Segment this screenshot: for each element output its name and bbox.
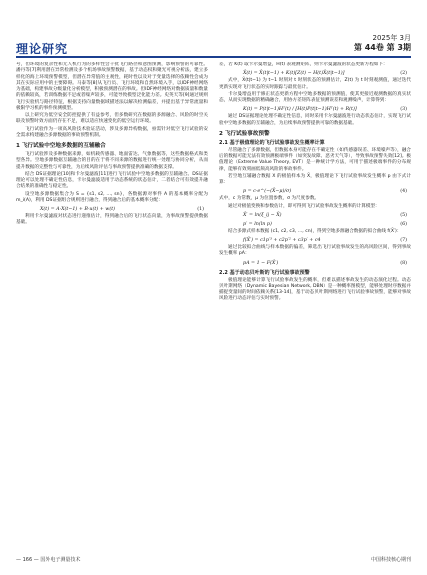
paragraph: 结合 DS证据理论[10]和卡尔曼滤波[11]进行飞行试验中空地多数据的互辅融合。DS证据理论可以处理不确定性信息，卡尔曼滤波适用于动态系统的状态估计，二者结合可有效提升融合结果的准确性与稳定性。 [16,171,208,190]
paragraph: 差，若 K(t) 取卡尔曼增益，H(t) 表观测矩阵，则卡尔曼滤波的状态更新方程如下： [219,62,388,67]
paragraph: 利用卡尔曼滤波对状态进行递推估计，得到融合后的飞行状态向量，为事故预警提供数据基础。 [16,214,208,226]
journal-tag: 中国科技核心期刊 [370,557,411,563]
issue-number: 第 44卷 第 3期 [353,43,411,52]
paragraph: 尽管融合了多源数据，但数据本身可能存在不确定性（如传感器误差、环境噪声等），融合后的数据可能无法有效预测极端事件（如突发故障、恶劣天气等），导致事故预警失效[12]。极值理论（Extreme Value Theory, EVT）是一种统计学方法，可用于描述极端事件的分布规律，能够有效刻画低频高风险的事故事件。 [219,147,411,172]
paragraph: 飞行试验作为一项高风险技术验证活动，涉及多源异构数据，亟需针对低空飞行试验的安全需求构建融合多源数据的事故预警机制。 [16,126,208,138]
section-heading: 1 飞行试验中空地多数据的互辅融合 [16,143,106,149]
equation-number: (6) [400,221,407,227]
issue-date: 2025年 3月 [372,34,411,42]
paragraph: 通过对极值变换和参数估计，即可得到飞行试验事故发生概率的计算模型： [228,203,380,209]
left-column [16,62,208,550]
equation-number: (3) [400,107,407,113]
equation-number: (5) [400,212,407,218]
equation [219,259,411,268]
paragraph: 式中，c 为常数，μ 为位置参数，σ 为尺度参数。 [219,196,320,202]
equation-number: (2) [400,71,407,77]
paragraph: 以上研究为低空安全防控提供了有益参考，但多数研究在数据的多源融合、风险的时空关联及预警时效方面仍存在不足，难以适应快速变化的低空运行环境。 [16,113,208,125]
subsection-heading: 2.2 基于动态贝叶斯的飞行试验事故预警 [219,269,310,276]
paragraph: 极值理论能够计算飞行试验事故发生的概率，但难以描述事故发生的动态演化过程。动态贝叶斯网络（Dynamic Bayesian Network, DBN）是一种概率图模型，能够处理时序数据并捕捉变量间的时间依赖关系[13-14]，基于动态贝叶斯网络进行飞行试验事故预警，能够对事故风险进行动态评估与实时预警。 [219,277,411,302]
paragraph: 通过比较拟合曲线与样本数据的偏差，筛选出飞行试验事故发生的高风险区间，得到事故发生概率 pA： [219,245,411,257]
equation [219,236,411,245]
equation-number: (1) [197,207,204,212]
equation-number: (4) [400,189,407,195]
equation-body: X̂(t) = X̂(t|t−1) + K(t)[Z(t) − H(t)X̂(t|t−1)] [243,71,345,77]
equation-body: p = c·e^(−(X̃−μ)/σ) [243,189,292,195]
equation [219,211,411,220]
header-divider [16,56,411,58]
page-number-journal [16,556,80,563]
equation [219,220,411,229]
equation [16,205,208,214]
journal-section-title: 理论研究 [16,42,69,56]
equation-body: p′ = ln(ln p) [243,221,272,227]
paragraph: 式中，X̂(t|t−1) 为 t−1 时刻对 t 时刻状态的预测估计，Z(t) 为 t 时刻观测值，通过迭代更新实现对飞行状态的实时跟踪与最优估计。 [219,78,411,90]
equation-number: (8) [400,260,407,266]
paragraph: 设空地多源数据集合为 S = {s1, s2, …, sn}，各数据源对事件 A 的基本概率分配为 m_i(A)，利用 DS证据组合规则进行融合，得到融合后的基本概率分配： [16,191,208,203]
paragraph: 通过 DS证据理论处理不确定性信息，同时采用卡尔曼滤波进行动态状态估计，实现飞行试验中空地多数据的互辅融合，为后续事故预警提供可靠的数据基础。 [219,114,411,126]
page-number: — 166 — [16,557,39,563]
journal-name: 国外电子测量技术 [40,557,81,563]
paragraph: 号，但环境的复杂性和无人机行为的多样性会干扰飞行路径和意图预测，影响预警的可靠性。潘丹等[7]利用潜在异常检测及多个机场事故预警数据，基于动态权和聚光可视分析法，建立多样化的海上环境预警模型，但潜在异常值的主观性，耗时性以及对于变量选择的依赖性会成为其在实际应用中的主要障碍。马泰等[8]从飞行员、飞行环境和自然环境入手，以IDF神经网络为基础，构建事故分级量化分析模型，积极预测潜在的事故。但IDF神经网络对数据质量和数量的依赖较高，若训练数据不足或者噪声较多，可能导致模型泛化能力差。史英天等[9]通过规则飞行实验机与路径特征，根据支持向量数据域描述法以解决检测偏差，并提出基于异常流量和极限学习机的事件预测模型。 [16,62,208,111]
paragraph: 结合多源式样本数据 (c1, c2, c3, …, cn)，得到空地多源融合数据的拟合曲线 f(X̃′)： [228,228,402,234]
paragraph: 卡尔曼增益用于修正状态更新方程中空地多数据的预测值，使其更接近观测数据的真实状态，从而实现数据的精确融合，用协方差矩阵表征预测误差和观测噪声，计算得到： [219,91,411,103]
equation-body: f(X̃′) = c1p′³ + c2p′² + c3p′ + c4 [243,238,321,243]
section-heading: 2 飞行试验事故预警 [219,130,270,137]
issue-info [354,34,411,52]
right-column [219,62,411,550]
paragraph: 飞行试验涉及多种数据来源，如机载传感器、地面雷达、气象数据等，这些数据格式和类型各异。空地多源数据互辅融合的目的在于将不同来源的数据进行统一处理与协同分析，从而提升数据的完整性与可靠性，为后续风险评估与事故预警提供准确的数据支撑。 [16,152,208,170]
paragraph: 若空地互辅融合数据 X 的极值样本为 X̃，极值理论下飞行试验事故发生概率 p 由下式计算： [219,173,411,185]
equation-body: pA = 1 − F(X̃′) [243,260,279,266]
equation-body: X̃′ = ln(ξ_ij − X̃) [243,212,282,218]
equation [219,69,411,78]
subsection-heading: 2.1 基于极值理论的飞行试验事故发生概率计算 [219,139,325,146]
equation-body: K(t) = P(t|t−1)Hᵀ(t) / [H(t)P(t|t−1)Hᵀ(t) + R(t)] [243,107,357,113]
equation-number: (7) [400,238,407,243]
equation [219,187,411,196]
equation-body: X(t) = A·X(t−1) + B·u(t) + w(t) [40,207,116,212]
equation [219,105,411,114]
